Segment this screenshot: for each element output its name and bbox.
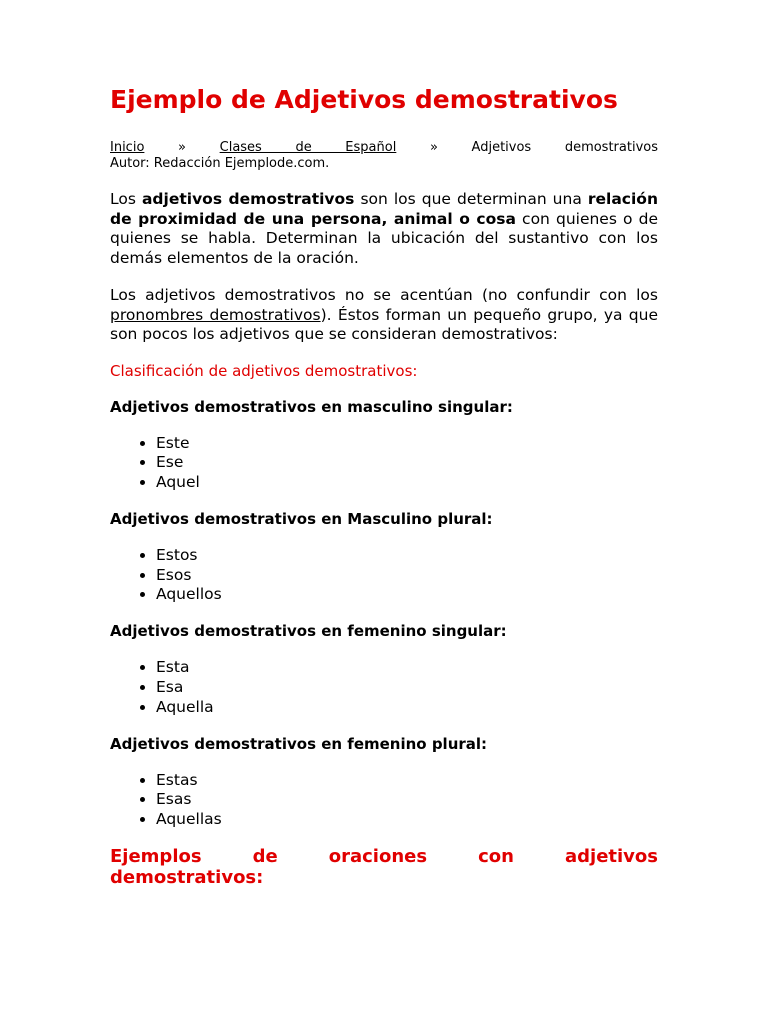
examples-heading: Ejemplos de oraciones con adjetivos — [110, 846, 658, 868]
breadcrumb-separator: » — [429, 140, 438, 155]
list-masculine-plural — [110, 546, 658, 605]
para2-text-1: Los adjetivos demostrativos no se acentúan (no confundir con los — [110, 286, 658, 304]
intro-text-2: son los que determinan una — [354, 190, 588, 208]
breadcrumb-link-section[interactable]: Clases de Español — [219, 140, 397, 155]
list-item: • Estos — [156, 546, 658, 566]
pronombres-demostrativos-link[interactable]: pronombres demostrativos — [110, 305, 321, 324]
list-item: • Esos — [156, 566, 658, 586]
list-item: • Ese — [156, 453, 658, 473]
list-item: • Aquella — [156, 698, 658, 718]
intro-bold-1: adjetivos demostrativos — [141, 190, 355, 208]
list-item: • Esta — [156, 658, 658, 678]
group-heading-feminine-singular: Adjetivos demostrativos en femenino singular: — [110, 622, 507, 641]
breadcrumb — [110, 140, 658, 156]
document-content — [110, 80, 658, 888]
list-item: • Aquel — [156, 473, 658, 493]
intro-paragraph — [110, 190, 658, 268]
accent-paragraph — [110, 286, 658, 345]
list-feminine-singular — [110, 658, 658, 717]
list-item: • Esas — [156, 790, 658, 810]
page-title: Ejemplo de Adjetivos demostrativos — [110, 85, 618, 114]
group-heading-masculine-plural: Adjetivos demostrativos en Masculino plural: — [110, 509, 493, 528]
list-feminine-plural — [110, 771, 658, 830]
list-item: • Aquellas — [156, 810, 658, 830]
list-item: • Estas — [156, 771, 658, 791]
para2-text-2: ). Éstos forman un pequeño grupo, ya que son pocos los adjetivos que se consideran demostrativos: — [110, 305, 658, 343]
list-item: • Esa — [156, 678, 658, 698]
intro-bold-2: relación de proximidad de una persona, animal o cosa — [110, 190, 658, 228]
group-heading-masculine-singular: Adjetivos demostrativos en masculino singular: — [110, 397, 513, 416]
breadcrumb-current: Adjetivos demostrativos — [471, 140, 658, 155]
intro-text-1: Los — [110, 190, 142, 208]
intro-text-3: con quienes o de quienes se habla. Determinan la ubicación del sustantivo con los demás elementos de la oración. — [110, 209, 658, 267]
list-masculine-singular — [110, 434, 658, 493]
list-item: • Aquellos — [156, 585, 658, 605]
author-line: Autor: Redacción Ejemplode.com. — [110, 156, 330, 171]
classification-heading: Clasificación de adjetivos demostrativos: — [110, 361, 418, 380]
breadcrumb-separator: » — [178, 140, 186, 155]
list-item: • Este — [156, 434, 658, 454]
examples-heading-continued: demostrativos: — [110, 867, 264, 889]
group-heading-feminine-plural: Adjetivos demostrativos en femenino plural: — [110, 734, 488, 753]
breadcrumb-link-home[interactable]: Inicio — [110, 140, 145, 155]
